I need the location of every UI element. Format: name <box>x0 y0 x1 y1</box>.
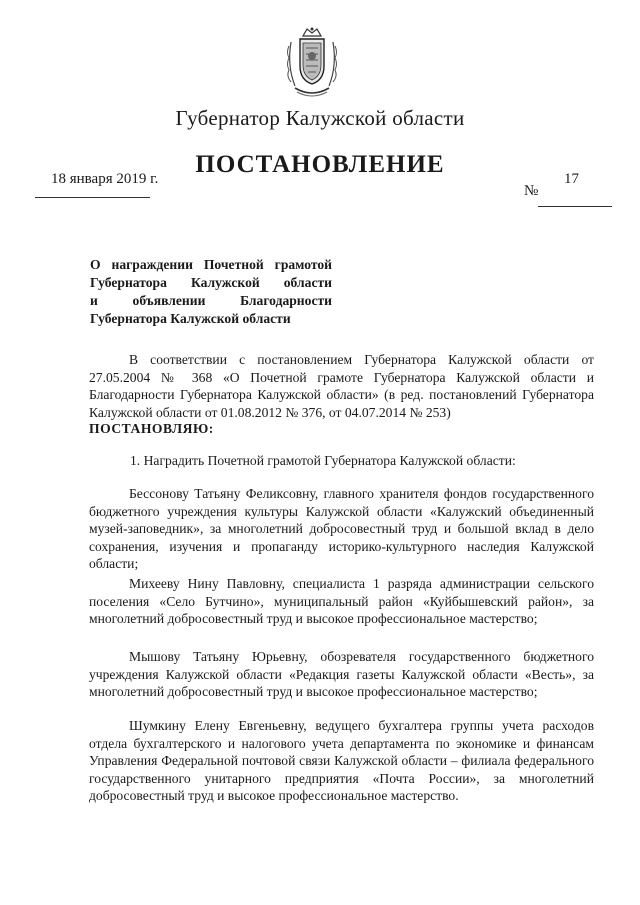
number-sign: № <box>524 183 539 199</box>
preamble-paragraph <box>89 351 594 421</box>
document-type-title: ПОСТАНОВЛЕНИЕ <box>195 151 445 178</box>
subject-line: Губернатора Калужской области <box>90 275 332 290</box>
number-value: 17 <box>564 171 579 187</box>
awardee-text: Мышову Татьяну Юрьевну, обозревателя государственного бюджетного учреждения Калужской области «Редакция газеты Калужской области «Весть», за многолетний добросовестный труд и высокое профессиональное мастерство; <box>89 649 594 699</box>
date-underline <box>35 197 150 198</box>
number-underline <box>538 206 612 207</box>
awardee-paragraph <box>89 717 594 805</box>
document-date: 18 января 2019 г. <box>51 171 159 187</box>
subject-line: и объявлении Благодарности <box>90 293 332 308</box>
subject-line: Губернатора Калужской области <box>90 311 291 326</box>
resolution-item: 1. Наградить Почетной грамотой Губернатора Калужской области: <box>130 453 516 468</box>
subject-line: О награждении Почетной грамотой <box>90 257 332 272</box>
awardee-paragraph <box>89 485 594 573</box>
coat-of-arms-icon <box>283 26 341 100</box>
awardee-text: Бессонову Татьяну Феликсовну, главного хранителя фондов государственного бюджетного учреждения культуры Калужской области «Калужский объединенный музей-заповедник», за многолетний добросовестный труд и большой вклад в дело сохранения, изучения и пропаганду историко-культурного наследия Калужской области; <box>89 486 594 571</box>
awardee-text: Шумкину Елену Евгеньевну, ведущего бухгалтера группы учета расходов отдела бухгалтерского и налогового учета департамента по экономике и финансам Управления Федеральной почтовой связи Калужской области – филиала федерального государственного унитарного предприятия «Почта России», за многолетний добросовестный труд и высокое профессиональное мастерство. <box>89 718 594 803</box>
document-subject <box>90 256 332 328</box>
awardee-paragraph <box>89 648 594 701</box>
preamble-text: В соответствии с постановлением Губернатора Калужской области от 27.05.2004 № 368 «О Почетной грамоте Губернатора Калужской области и Благодарности Губернатора Калужской области» (в ред. постановлений Губернатора Калужской области от 01.08.2012 № 376, от 04.07.2014 № 253) <box>89 352 594 420</box>
decree-word: ПОСТАНОВЛЯЮ: <box>89 421 214 436</box>
issuing-authority: Губернатор Калужской области <box>175 106 465 130</box>
awardee-text: Михееву Нину Павловну, специалиста 1 разряда администрации сельского поселения «Село Бутчино», муниципальный район «Куйбышевский район», за многолетний добросовестный труд и высокое профессиональное мастерство; <box>89 576 594 626</box>
awardee-paragraph <box>89 575 594 628</box>
